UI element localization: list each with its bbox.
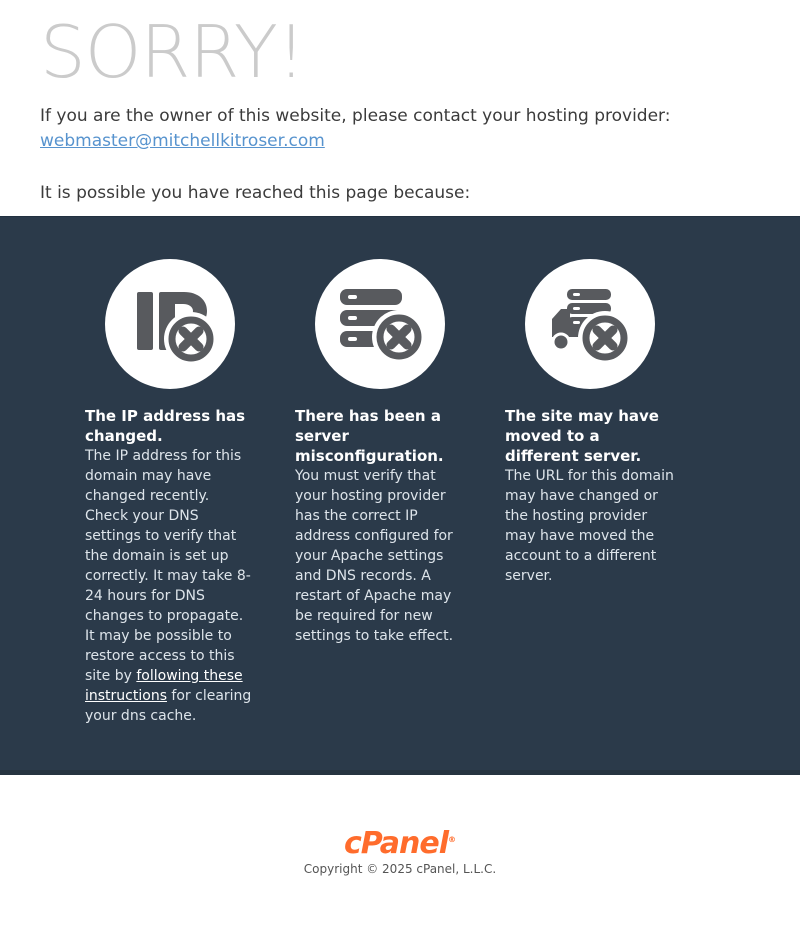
cpanel-logo[interactable]	[344, 825, 456, 859]
top-section	[0, 0, 800, 216]
x-badge-icon	[164, 312, 218, 366]
reason-card-site-moved	[505, 259, 675, 726]
ip-changed-icon-svg	[105, 259, 235, 389]
server-misconfiguration-icon	[315, 259, 445, 389]
server-misconfiguration-icon-svg	[315, 259, 445, 389]
x-badge-icon	[578, 311, 632, 365]
reason-body: The URL for this domain may have changed or the hosting provider may have moved the account to a different server.	[505, 468, 674, 584]
reason-body-text: The IP address for this domain may have changed recently. Check your DNS settings to verify that the domain is set up correctly. It may take 8-24 hours for DNS changes to propagate. It may be possible to restore access to this site by	[85, 448, 251, 684]
truck-wheel	[553, 334, 569, 350]
reason-card-ip-changed	[85, 259, 255, 726]
cpanel-logo-text: cPanel	[343, 826, 449, 861]
logo-trademark: ®	[448, 835, 457, 844]
reasons-section	[0, 216, 800, 775]
reason-body	[85, 446, 255, 726]
reason-body: You must verify that your hosting provider has the correct IP address configured for your Apache settings and DNS records. A restart of Apache may be required for new settings to take effect.	[295, 468, 454, 644]
intro-line: If you are the owner of this website, please contact your hosting provider:	[40, 106, 671, 126]
site-moved-icon	[525, 259, 655, 389]
reason-card-server-misconfiguration	[295, 259, 465, 726]
reason-columns	[85, 259, 715, 726]
x-badge-icon	[372, 310, 426, 364]
dns-instructions-link[interactable]: following these instructions	[85, 668, 243, 704]
intro-paragraph	[40, 104, 760, 154]
ip-letter-i	[137, 292, 153, 350]
reason-heading: The IP address has changed.	[85, 407, 246, 445]
reason-heading: The site may have moved to a different server.	[505, 407, 659, 465]
reason-body-text: for clearing your dns cache.	[85, 688, 252, 724]
reason-intro-text: It is possible you have reached this page because:	[40, 183, 471, 203]
site-moved-icon-svg	[525, 259, 655, 389]
reason-heading: There has been a server misconfiguration.	[295, 407, 444, 465]
ip-changed-icon	[105, 259, 235, 389]
webmaster-email-link[interactable]: webmaster@mitchellkitroser.com	[40, 131, 325, 151]
footer	[0, 775, 800, 935]
page-title: SORRY!	[40, 10, 305, 94]
copyright-text: Copyright © 2025 cPanel, L.L.C.	[303, 862, 497, 876]
